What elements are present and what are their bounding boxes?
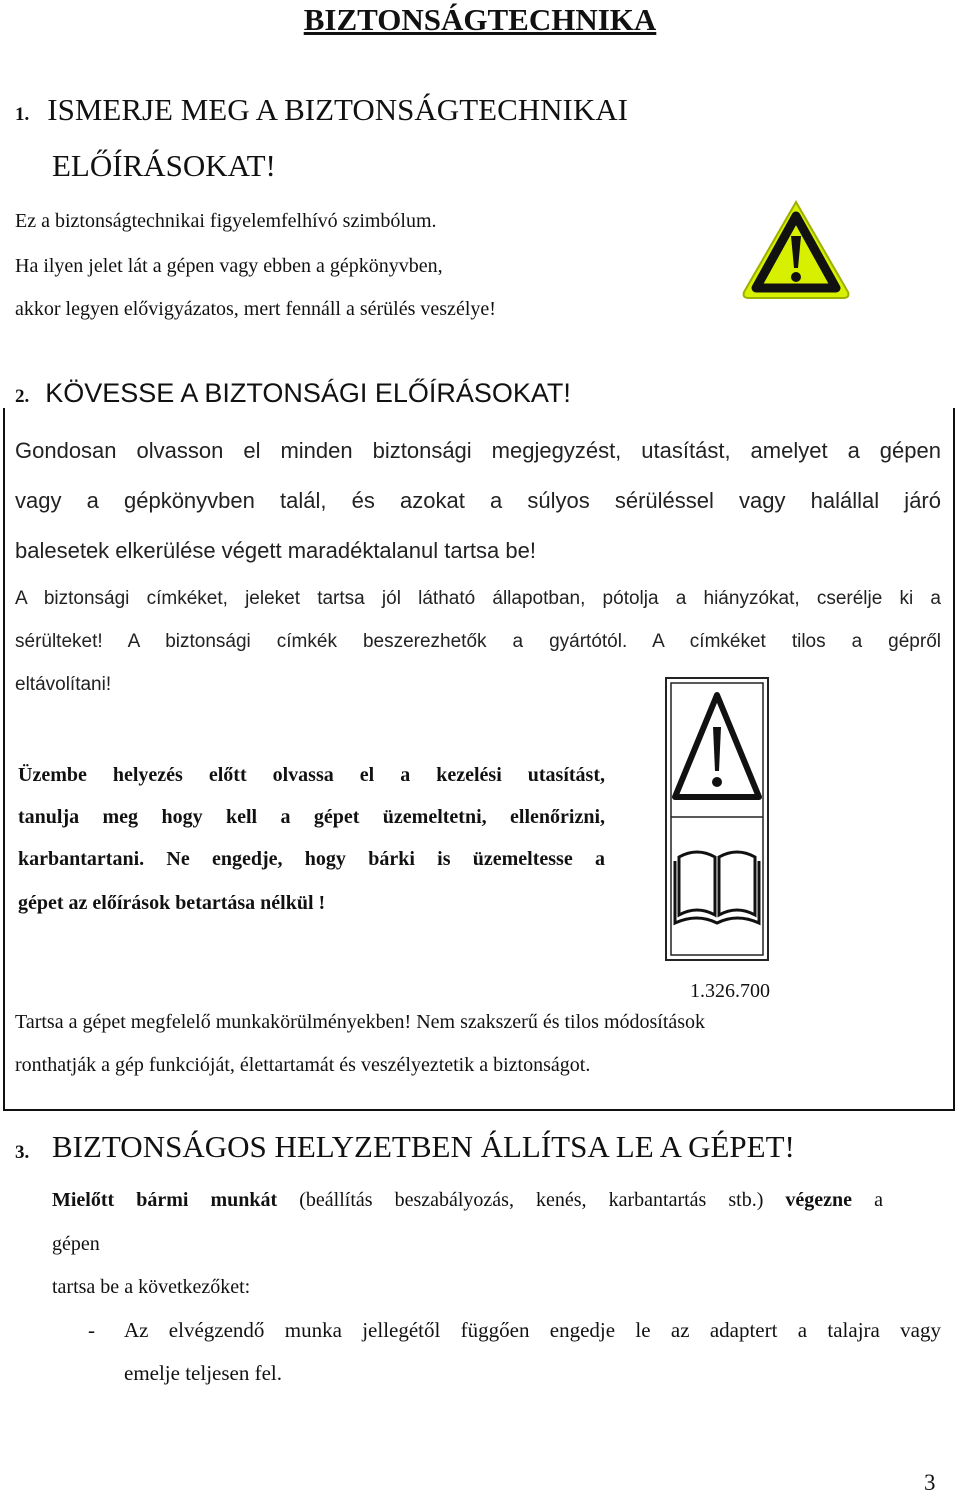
para3-line-2: ronthatják a gép funkcióját, élettartamát és veszélyeztetik a biztonságot. xyxy=(15,1054,591,1076)
warning-triangle-icon xyxy=(738,196,854,302)
bold-line-2: tanulja meg hogy kell a gépet üzemeltetni, ellenőrizni, xyxy=(18,806,605,828)
page-number: 3 xyxy=(924,1470,936,1495)
para1-line-2: vagy a gépkönyvben talál, és azokat a súlyos sérüléssel vagy halállal járó xyxy=(15,488,941,513)
section2-heading xyxy=(15,378,571,409)
section3-heading: BIZTONSÁGOS HELYZETBEN ÁLLÍTSA LE A GÉPET! xyxy=(52,1129,795,1164)
bold-line-1: Üzembe helyezés előtt olvassa el a kezelési utasítást, xyxy=(18,764,605,786)
para1-line-1: Gondosan olvasson el minden biztonsági megjegyzést, utasítást, amelyet a gépen xyxy=(15,438,941,463)
intro-line-2: Ha ilyen jelet lát a gépen vagy ebben a gépkönyvben, xyxy=(15,255,443,277)
warning-sign-icon xyxy=(675,695,759,797)
section1-heading xyxy=(15,92,628,128)
section3-normal-1: (beállítás beszabályozás, kenés, karbantartás stb.) xyxy=(277,1189,786,1211)
section3-number: 3. xyxy=(15,1142,30,1163)
para3-line-1: Tartsa a gépet megfelelő munkakörülményekben! Nem szakszerű és tilos módosítások xyxy=(15,1011,706,1033)
section3-normal-2: a xyxy=(852,1189,883,1211)
para2-line-2: sérülteket! A biztonsági címkék beszerezhetők a gyártótól. A címkéket tilos a gépről xyxy=(15,631,941,652)
bold-line-3: karbantartani. Ne engedje, hogy bárki is üzemeltesse a xyxy=(18,848,605,870)
section2-heading-text: KÖVESSE A BIZTONSÁGI ELŐÍRÁSOKAT! xyxy=(45,378,571,408)
bullet-line-1: Az elvégzendő munka jellegétől függően engedje le az adaptert a talajra vagy xyxy=(124,1318,941,1342)
bold-line-4: gépet az előírások betartása nélkül ! xyxy=(18,892,326,914)
section1-heading-line1: ISMERJE MEG A BIZTONSÁGTECHNIKAI xyxy=(47,92,628,127)
section3-para-line-3: tartsa be a következőket: xyxy=(52,1276,251,1298)
bullet-line-2: emelje teljesen fel. xyxy=(124,1361,283,1385)
para2-line-1: A biztonsági címkéket, jeleket tartsa jól látható állapotban, pótolja a hiányzókat, cserélje ki a xyxy=(15,588,941,609)
open-book-icon xyxy=(675,852,759,923)
sign-code: 1.326.700 xyxy=(690,980,770,1002)
section3-para-line-1 xyxy=(52,1189,883,1212)
intro-line-1: Ez a biztonságtechnikai figyelemfelhívó szimbólum. xyxy=(15,210,437,232)
section3-bold-1: Mielőtt bármi munkát xyxy=(52,1189,278,1211)
para2-line-3: eltávolítani! xyxy=(15,674,112,695)
section2-number: 2. xyxy=(15,386,30,407)
intro-line-3: akkor legyen elővigyázatos, mert fennáll a sérülés veszélye! xyxy=(15,298,496,320)
section3-para-line-2: gépen xyxy=(52,1233,100,1255)
page-title: BIZTONSÁGTECHNIKA xyxy=(303,2,657,37)
safety-sign xyxy=(665,677,769,961)
section1-number: 1. xyxy=(15,104,30,125)
section3-bold-2: végezne xyxy=(785,1189,853,1211)
bullet-dash: - xyxy=(88,1318,95,1342)
para1-line-3: balesetek elkerülése végett maradéktalanul tartsa be! xyxy=(15,538,536,563)
section1-heading-line2: ELŐÍRÁSOKAT! xyxy=(52,148,276,183)
